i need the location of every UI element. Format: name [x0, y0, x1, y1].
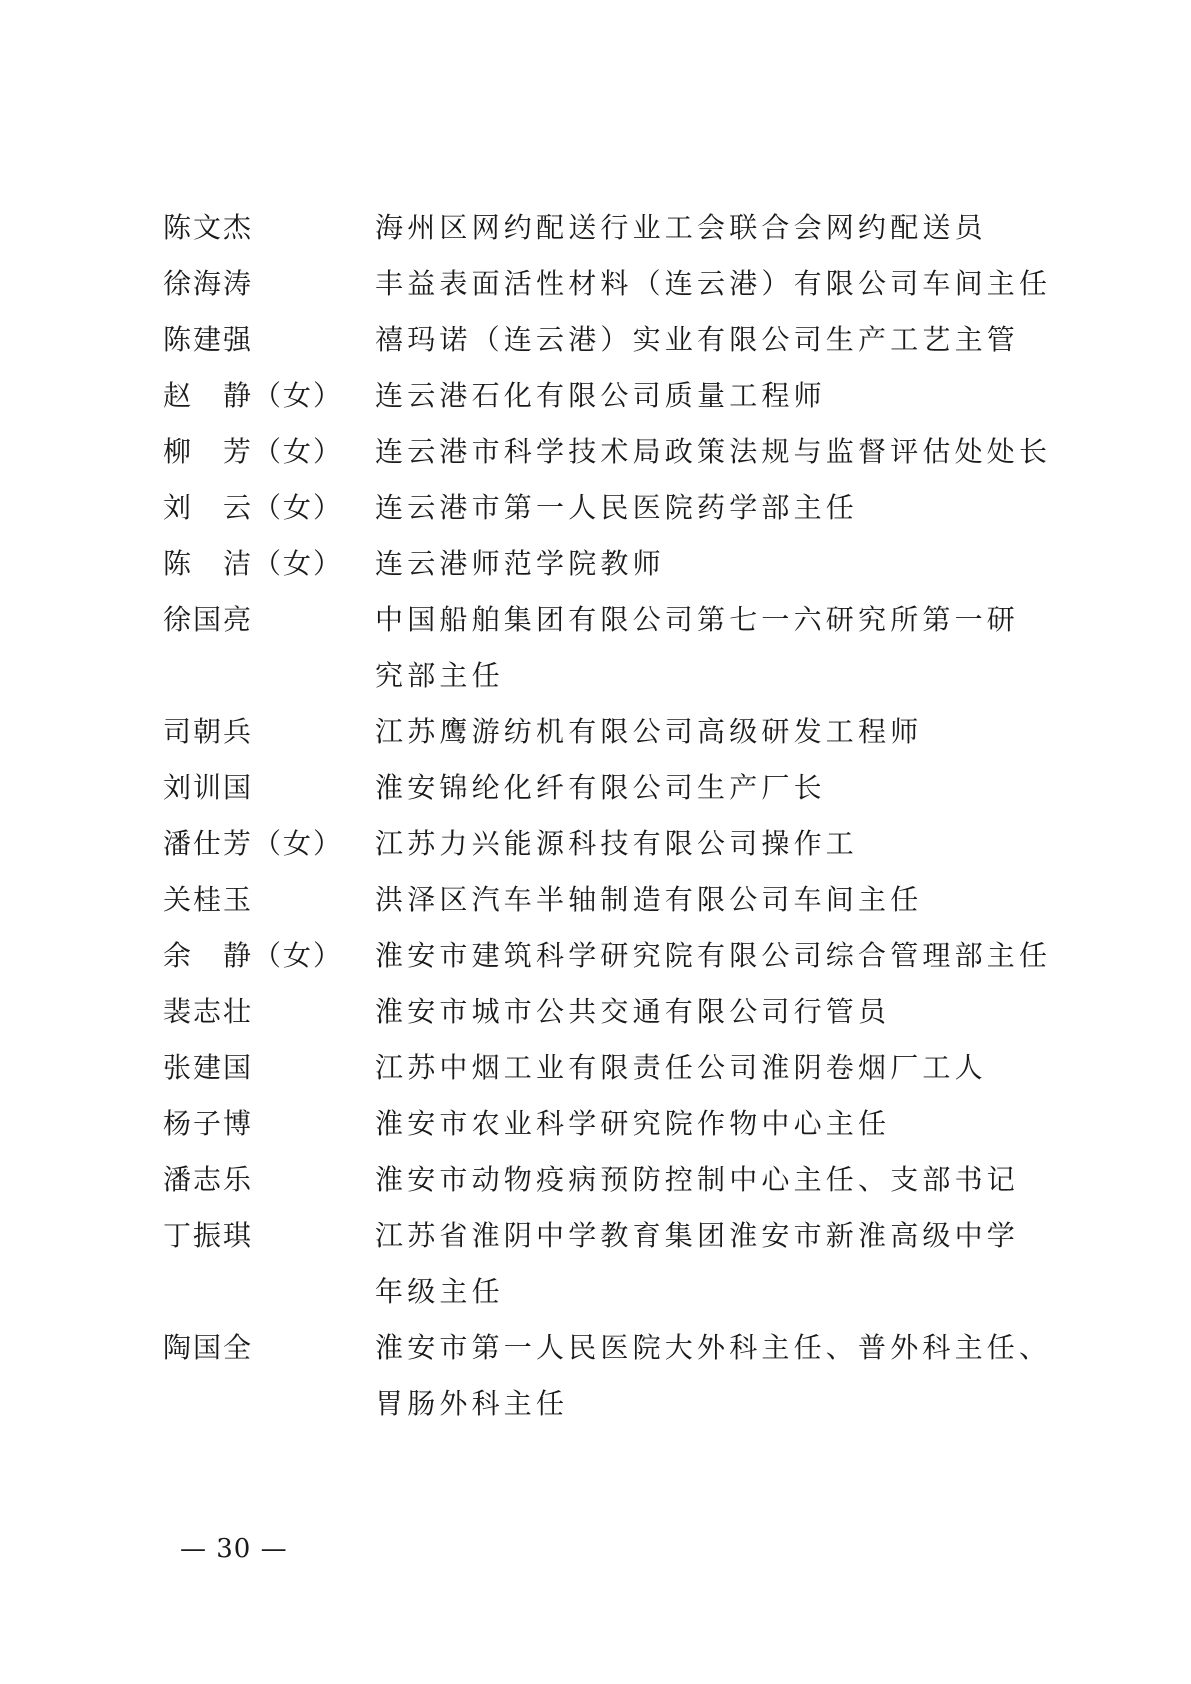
person-name: 陶国全 [163, 1331, 254, 1364]
affiliation-line: 淮安市农业科学研究院作物中心主任 [375, 1107, 891, 1140]
affiliation-line: 淮安锦纶化纤有限公司生产厂长 [375, 771, 826, 804]
affiliation-line: 究部主任 [375, 659, 504, 692]
person-name: 潘志乐 [163, 1163, 254, 1196]
page-number: — 30 — [180, 1534, 288, 1564]
affiliation-line: 江苏省淮阴中学教育集团淮安市新淮高级中学 [375, 1219, 1020, 1252]
person-name: 刘 云（女） [163, 491, 344, 524]
affiliation-line: 胃肠外科主任 [375, 1387, 569, 1420]
affiliation-line: 连云港市科学技术局政策法规与监督评估处处长 [375, 435, 1052, 468]
person-affiliation [375, 1208, 1055, 1320]
affiliation-line: 江苏中烟工业有限责任公司淮阴卷烟厂工人 [375, 1051, 987, 1084]
person-affiliation [375, 424, 1055, 480]
person-name: 张建国 [163, 1051, 254, 1084]
person-name: 余 静（女） [163, 939, 344, 972]
affiliation-line: 江苏力兴能源科技有限公司操作工 [375, 827, 859, 860]
affiliation-line: 淮安市第一人民医院大外科主任、普外科主任、 [375, 1331, 1052, 1364]
person-name: 裴志壮 [163, 995, 254, 1028]
person-affiliation [375, 928, 1055, 984]
affiliation-line: 丰益表面活性材料（连云港）有限公司车间主任 [375, 267, 1052, 300]
person-affiliation [375, 256, 1055, 312]
affiliation-line: 中国船舶集团有限公司第七一六研究所第一研 [375, 603, 1020, 636]
person-affiliation [375, 1152, 1055, 1208]
affiliation-line: 年级主任 [375, 1275, 504, 1308]
affiliation-line: 淮安市动物疫病预防控制中心主任、支部书记 [375, 1163, 1020, 1196]
person-name: 刘训国 [163, 771, 254, 804]
person-name: 陈 洁（女） [163, 547, 344, 580]
affiliation-line: 江苏鹰游纺机有限公司高级研发工程师 [375, 715, 923, 748]
person-affiliation [375, 200, 1055, 256]
person-affiliation [375, 312, 1055, 368]
person-affiliation [375, 480, 1055, 536]
person-name: 潘仕芳（女） [163, 827, 344, 860]
person-affiliation [375, 1040, 1055, 1096]
person-name: 柳 芳（女） [163, 435, 344, 468]
person-name: 徐国亮 [163, 603, 254, 636]
person-affiliation [375, 536, 1055, 592]
affiliation-line: 连云港师范学院教师 [375, 547, 665, 580]
person-affiliation [375, 592, 1055, 704]
affiliation-line: 淮安市建筑科学研究院有限公司综合管理部主任 [375, 939, 1052, 972]
person-name: 陈文杰 [163, 211, 254, 244]
person-name: 司朝兵 [163, 715, 254, 748]
person-name: 陈建强 [163, 323, 254, 356]
person-name: 赵 静（女） [163, 379, 344, 412]
person-affiliation [375, 872, 1055, 928]
person-affiliation [375, 704, 1055, 760]
person-affiliation [375, 1320, 1055, 1432]
person-name: 丁振琪 [163, 1219, 254, 1252]
affiliation-line: 海州区网约配送行业工会联合会网约配送员 [375, 211, 987, 244]
person-name: 关桂玉 [163, 883, 254, 916]
person-name: 杨子博 [163, 1107, 254, 1140]
affiliation-line: 连云港市第一人民医院药学部主任 [375, 491, 859, 524]
affiliation-line: 洪泽区汽车半轴制造有限公司车间主任 [375, 883, 923, 916]
person-affiliation [375, 984, 1055, 1040]
person-affiliation [375, 816, 1055, 872]
person-affiliation [375, 368, 1055, 424]
affiliation-line: 连云港石化有限公司质量工程师 [375, 379, 826, 412]
person-name: 徐海涛 [163, 267, 254, 300]
person-affiliation [375, 1096, 1055, 1152]
affiliation-line: 淮安市城市公共交通有限公司行管员 [375, 995, 891, 1028]
affiliation-line: 禧玛诺（连云港）实业有限公司生产工艺主管 [375, 323, 1020, 356]
person-affiliation [375, 760, 1055, 816]
